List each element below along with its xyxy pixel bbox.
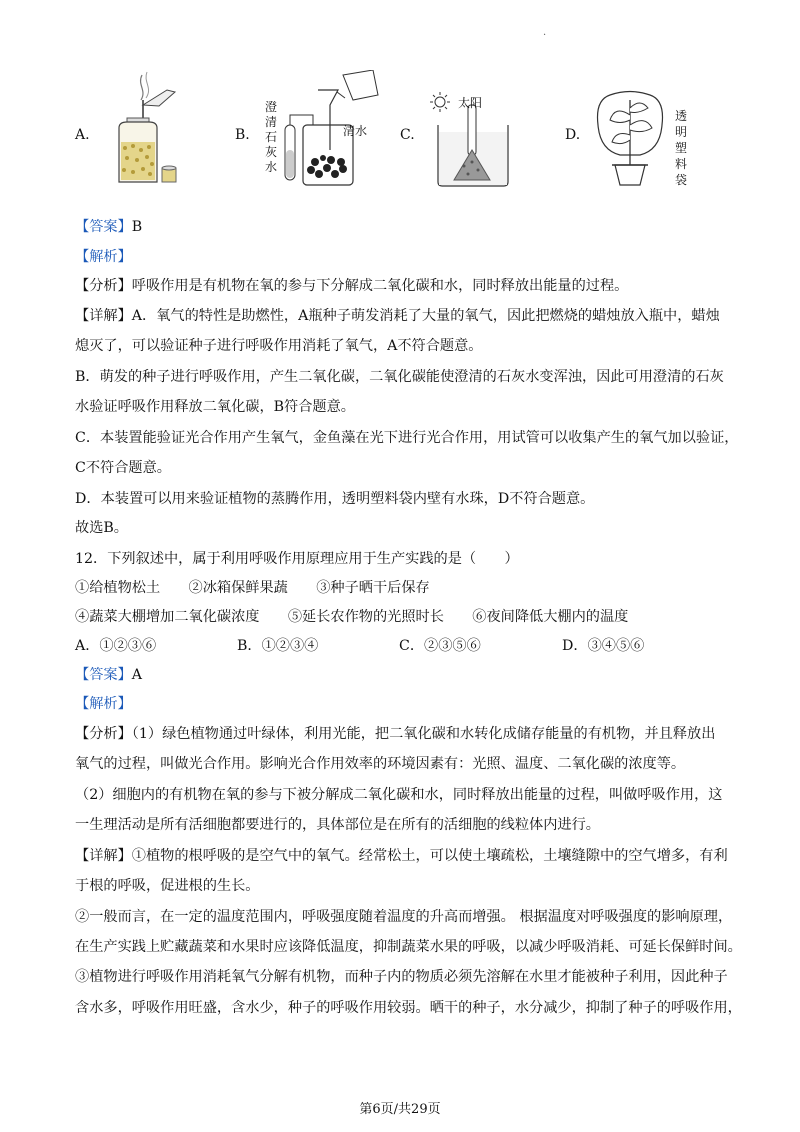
- fenxi-tag: 【分析】: [75, 278, 132, 294]
- sun-label: 太阳: [458, 96, 483, 110]
- page-footer: 第6页/共29页: [359, 1102, 441, 1117]
- q12-option-d: D．③④⑤⑥: [562, 638, 645, 654]
- q12-fenxi-line1: [75, 724, 715, 744]
- q12-fenxi-line3: （2）细胞内的有机物在氧的参与下被分解成二氧化碳和水，同时释放出能量的过程，叫做呼吸作用，这: [75, 787, 723, 803]
- figure-d: [565, 70, 725, 195]
- q11-xiangjie-line6: C不符合题意。: [75, 460, 171, 476]
- plastic-bag-label: 透明塑料袋: [675, 109, 688, 187]
- q11-analysis-tag: 【解析】: [75, 249, 132, 265]
- answer-value: B: [131, 219, 143, 235]
- q11-fenxi-line: [75, 276, 628, 296]
- fenxi-text: （1）绿色植物通过叶绿体，利用光能，把二氧化碳和水转化成储存能量的有机物，并且释放出: [131, 726, 716, 742]
- q12-xiangjie-line6: 含水多，呼吸作用旺盛，含水少，种子的呼吸作用较弱。晒干的种子，水分减少，抑制了种子的呼吸作用，: [75, 1000, 742, 1016]
- germinating-seed-bottle-illustration: [283, 70, 383, 190]
- xiangjie-text: A．氧气的特性是助燃性，A瓶种子萌发消耗了大量的氧气，因此把燃烧的蜡烛放入瓶中，蜡烛: [131, 308, 720, 324]
- xiangjie-tag: 【详解】: [75, 848, 132, 864]
- seed-jar-candle-illustration: [97, 70, 187, 190]
- fenxi-text: 呼吸作用是有机物在氧的参与下分解成二氧化碳和水，同时释放出能量的过程。: [131, 278, 629, 294]
- plant-plastic-bag-illustration: [590, 70, 670, 190]
- water-label: 清水: [343, 124, 368, 138]
- answer-tag: 【答案】: [75, 219, 132, 235]
- q12-xiangjie-line2: 于根的呼吸，促进根的生长。: [75, 878, 260, 894]
- q11-answer-line: [75, 217, 142, 237]
- limewater-label: 澄清石灰水: [265, 100, 278, 174]
- figure-d-label: D.: [565, 127, 581, 143]
- q12-items-line2: ④蔬菜大棚增加二氧化碳浓度 ⑤延长农作物的光照时长 ⑥夜间降低大棚内的温度: [75, 609, 629, 625]
- q12-option-c: C．②③⑤⑥: [399, 638, 481, 654]
- q12-xiangjie-line4: 在生产实践上贮藏蔬菜和水果时应该降低温度，抑制蔬菜水果的呼吸，以减少呼吸消耗、可延长保鲜时间。: [75, 939, 742, 955]
- figure-b-label: B.: [235, 127, 250, 143]
- q11-xiangjie-line3: B．萌发的种子进行呼吸作用，产生二氧化碳，二氧化碳能使澄清的石灰水变浑浊，因此可用澄清的石灰: [75, 369, 724, 385]
- answer-tag: 【答案】: [75, 667, 132, 683]
- figure-a: [75, 70, 185, 195]
- q12-stem: 12．下列叙述中，属于利用呼吸作用原理应用于生产实践的是（ ）: [75, 551, 519, 567]
- q12-items-line1: ①给植物松土 ②冰箱保鲜果蔬 ③种子晒干后保存: [75, 580, 430, 596]
- q12-fenxi-line4: 一生理活动是所有活细胞都要进行的，具体部位是在所有的活细胞的线粒体内进行。: [75, 817, 600, 833]
- q12-xiangjie-line1: [75, 846, 728, 866]
- q12-analysis-tag: 【解析】: [75, 696, 132, 712]
- q11-xiangjie-line7: D．本装置可以用来验证植物的蒸腾作用，透明塑料袋内壁有水珠，D不符合题意。: [75, 491, 595, 507]
- page-mark: ·: [543, 30, 547, 41]
- answer-value: A: [131, 667, 143, 683]
- q11-xiangjie-line1: [75, 306, 720, 326]
- xiangjie-text: ①植物的根呼吸的是空气中的氧气。经常松土，可以使土壤疏松，土壤缝隙中的空气增多，有利: [131, 848, 728, 864]
- figure-b: [235, 70, 385, 195]
- q11-xiangjie-line2: 熄灭了，可以验证种子进行呼吸作用消耗了氧气，A不符合题意。: [75, 338, 483, 354]
- figure-options-row: [70, 70, 750, 195]
- pondweed-oxygen-illustration: [428, 70, 518, 190]
- xiangjie-tag: 【详解】: [75, 308, 132, 324]
- figure-c: [400, 70, 530, 195]
- q11-xiangjie-line4: 水验证呼吸作用释放二氧化碳，B符合题意。: [75, 399, 355, 415]
- q11-conclusion: 故选B。: [75, 520, 128, 536]
- q12-xiangjie-line3: ②一般而言，在一定的温度范围内，呼吸强度随着温度的升高而增强。 根据温度对呼吸强度的影响原理，: [75, 909, 733, 925]
- q12-answer-line: [75, 665, 142, 685]
- fenxi-tag: 【分析】: [75, 726, 132, 742]
- figure-a-label: A.: [75, 127, 90, 143]
- figure-c-label: C.: [400, 127, 415, 143]
- q12-xiangjie-line5: ③植物进行呼吸作用消耗氧气分解有机物，而种子内的物质必须先溶解在水里才能被种子利用，因此种子: [75, 969, 728, 985]
- q11-xiangjie-line5: C．本装置能验证光合作用产生氧气，金鱼藻在光下进行光合作用，用试管可以收集产生的氧气加以验证，: [75, 430, 739, 446]
- q12-fenxi-line2: 氧气的过程，叫做光合作用。影响光合作用效率的环境因素有：光照、温度、二氧化碳的浓度等。: [75, 756, 686, 772]
- q12-option-a: A．①②③⑥: [75, 638, 157, 654]
- q12-option-b: B．①②③④: [237, 638, 319, 654]
